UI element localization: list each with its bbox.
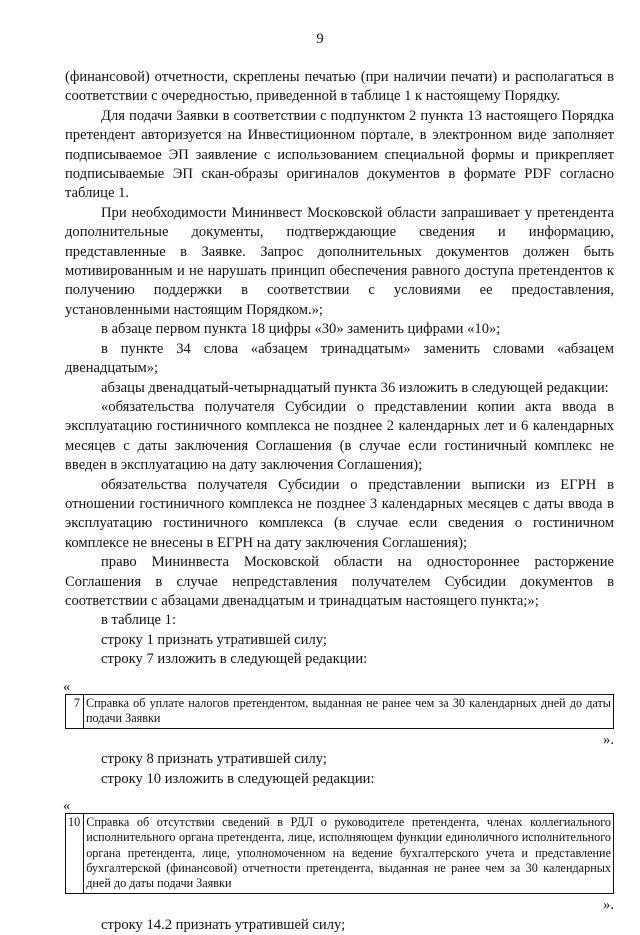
- close-quote: ».: [603, 897, 614, 914]
- row-text: Справка об уплате налогов претендентом, выданная не ранее чем за 30 календарных дней до даты подачи Заявки: [84, 694, 614, 728]
- paragraph: (финансовой) отчетности, скреплены печатью (при наличии печати) и располагаться в соответствии с очередностью, приведенной в таблице 1 к настоящему Порядку.: [65, 69, 614, 105]
- table-row-10: [65, 813, 614, 894]
- paragraph: абзацы двенадцатый-четырнадцатый пункта 36 изложить в следующей редакции:: [101, 379, 609, 396]
- paragraph: строку 10 изложить в следующей редакции:: [101, 770, 375, 787]
- open-quote: «: [63, 678, 71, 695]
- close-quote: ».: [603, 732, 614, 748]
- paragraph: строку 8 признать утратившей силу;: [101, 751, 327, 768]
- row-number: 10: [66, 814, 84, 894]
- paragraph: обязательства получателя Субсидии о представлении выписки из ЕГРН в отношении гостиничного комплекса не позднее 3 календарных месяцев с даты ввода в эксплуатацию гостиничного комплекса (в случае если сведения о гостиничном комплексе не внесены в ЕГРН на дату заключения Соглашения);: [65, 476, 614, 551]
- row-text: Справка об отсутствии сведений в РДЛ о руководителе претендента, членах коллегиального исполнительного органа претендента, лице, исполняющем функции единоличного исполнительного органа претендента, лице, уполномоченном на ведение бухгалтерского учета и представление бухгалтерской (финансовой) отчетности претендента, выданная не ранее чем за 30 календарных дней до даты подачи Заявки: [84, 814, 614, 894]
- paragraph: Для подачи Заявки в соответствии с подпунктом 2 пункта 13 настоящего Порядка претендент авторизуется на Инвестиционном портале, в электронном виде заполняет подписываемое ЭП заявление с использованием специальной формы и прикрепляет подписываемые ЭП скан-образы оригиналов документов в формате PDF согласно таблице 1.: [65, 107, 614, 202]
- paragraph: право Мининвеста Московской области на одностороннее расторжение Соглашения в случае непредставления получателем Субсидии документов в соответствии с абзацами двенадцатым и тринадцатым настоящего пункта;»;: [65, 554, 614, 609]
- paragraph: строку 7 изложить в следующей редакции:: [101, 651, 368, 668]
- paragraph: в таблице 1:: [101, 612, 177, 629]
- paragraph: в абзаце первом пункта 18 цифры «30» заменить цифрами «10»;: [101, 321, 501, 338]
- table-row-7: [65, 694, 614, 729]
- paragraph: строку 14.2 признать утратившей силу;: [101, 916, 346, 933]
- paragraph: «обязательства получателя Субсидии о представлении копии акта ввода в эксплуатацию гостиничного комплекса не позднее 2 календарных лет и 6 календарных месяцев с даты заключения Соглашения (в случае если гостиничный комплекс не введен в эксплуатацию на дату заключения Соглашения);: [65, 398, 614, 474]
- page-number: 9: [316, 31, 324, 47]
- paragraph: При необходимости Мининвест Московской области запрашивает у претендента дополнительные документы, подтверждающие сведения и информацию, представленные в Заявке. Запрос дополнительных документов должен быть мотивированным и не нарушать принцип обеспечения равного доступа претендентов к получению поддержки в соответствии с условиями ее предоставления, установленными настоящим Порядком.»;: [65, 204, 614, 318]
- paragraph: в пункте 34 слова «абзацем тринадцатым» заменить словами «абзацем двенадцатым»;: [65, 340, 614, 377]
- row-number: 7: [66, 694, 84, 728]
- paragraph: строку 1 признать утратившей силу;: [101, 631, 327, 648]
- open-quote: «: [63, 798, 71, 815]
- document-body: [65, 68, 614, 935]
